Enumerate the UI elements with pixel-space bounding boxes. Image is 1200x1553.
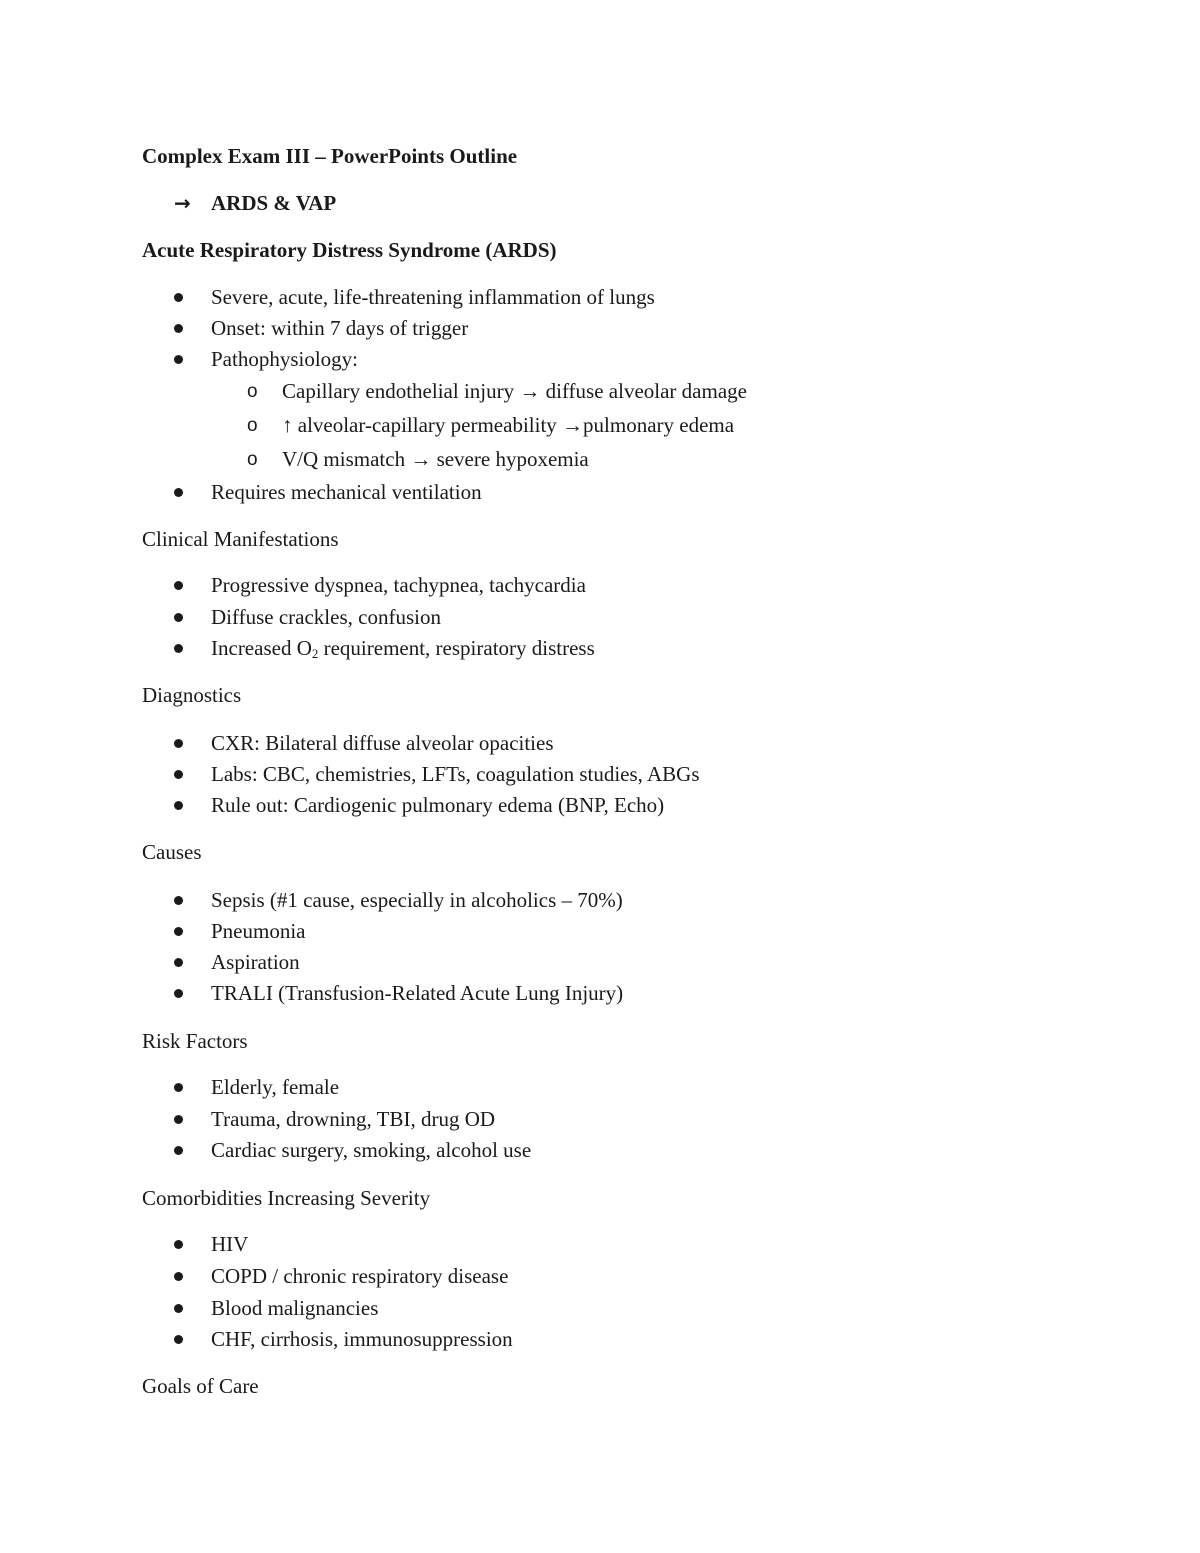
- sub-bullet-icon: o: [247, 381, 258, 402]
- list-item: CXR: Bilateral diffuse alveolar opacities: [211, 731, 554, 755]
- sub-list-item: Capillary endothelial injury → diffuse alveolar damage: [282, 379, 747, 403]
- bullet-icon: [174, 770, 183, 779]
- list-item: Cardiac surgery, smoking, alcohol use: [211, 1138, 532, 1162]
- bullet-icon: [174, 1083, 183, 1092]
- list-item: Trauma, drowning, TBI, drug OD: [211, 1107, 496, 1131]
- list-item: [211, 638, 595, 660]
- bullet-icon: [174, 1335, 183, 1344]
- list-item: Diffuse crackles, confusion: [211, 605, 441, 629]
- sub-bullet-icon: o: [247, 449, 258, 470]
- bullet-icon: [174, 581, 183, 590]
- o2-prefix: Increased O: [211, 636, 312, 660]
- section-heading: Comorbidities Increasing Severity: [142, 1186, 431, 1210]
- list-item: COPD / chronic respiratory disease: [211, 1264, 509, 1288]
- list-item: Severe, acute, life-threatening inflammation of lungs: [211, 285, 655, 309]
- bullet-icon: [174, 896, 183, 905]
- list-item: Labs: CBC, chemistries, LFTs, coagulation studies, ABGs: [211, 762, 700, 786]
- bullet-icon: [174, 739, 183, 748]
- bullet-icon: [174, 801, 183, 810]
- list-item: TRALI (Transfusion-Related Acute Lung Injury): [211, 981, 624, 1005]
- section-heading: Clinical Manifestations: [142, 527, 339, 551]
- section-heading: Diagnostics: [142, 683, 242, 707]
- bullet-icon: [174, 613, 183, 622]
- list-item: Rule out: Cardiogenic pulmonary edema (BNP, Echo): [211, 793, 665, 817]
- sub-list-item: V/Q mismatch → severe hypoxemia: [282, 447, 589, 471]
- o2-subscript: 2: [311, 646, 319, 661]
- bullet-icon: [174, 1115, 183, 1124]
- bullet-icon: [174, 1272, 183, 1281]
- list-item: Pneumonia: [211, 919, 306, 943]
- bullet-icon: [174, 324, 183, 333]
- sub-bullet-icon: o: [247, 415, 258, 436]
- bullet-icon: [174, 958, 183, 967]
- document-title: Complex Exam III – PowerPoints Outline: [142, 144, 518, 168]
- bullet-icon: [174, 1240, 183, 1249]
- section-heading: Risk Factors: [142, 1029, 248, 1053]
- section-heading: Goals of Care: [142, 1374, 259, 1398]
- list-item: HIV: [211, 1232, 249, 1256]
- list-item: Sepsis (#1 cause, especially in alcoholics – 70%): [211, 888, 623, 912]
- right-arrow-icon: →: [174, 191, 191, 215]
- bullet-icon: [174, 293, 183, 302]
- o2-suffix: requirement, respiratory distress: [318, 636, 595, 660]
- bullet-icon: [174, 488, 183, 497]
- list-item: Progressive dyspnea, tachypnea, tachycardia: [211, 573, 586, 597]
- list-item: Pathophysiology:: [211, 347, 359, 371]
- list-item: Blood malignancies: [211, 1296, 379, 1320]
- bullet-icon: [174, 927, 183, 936]
- list-item: Elderly, female: [211, 1075, 340, 1099]
- bullet-icon: [174, 1304, 183, 1313]
- list-item: Requires mechanical ventilation: [211, 480, 482, 504]
- topic-label: ARDS & VAP: [211, 191, 337, 215]
- list-item: Aspiration: [211, 950, 300, 974]
- section-heading: Causes: [142, 840, 202, 864]
- bullet-icon: [174, 644, 183, 653]
- list-item: CHF, cirrhosis, immunosuppression: [211, 1327, 513, 1351]
- bullet-icon: [174, 989, 183, 998]
- bullet-icon: [174, 355, 183, 364]
- list-item: Onset: within 7 days of trigger: [211, 316, 469, 340]
- bullet-icon: [174, 1146, 183, 1155]
- sub-list-item: ↑ alveolar-capillary permeability →pulmonary edema: [282, 413, 735, 437]
- section-title: Acute Respiratory Distress Syndrome (ARDS): [142, 238, 557, 262]
